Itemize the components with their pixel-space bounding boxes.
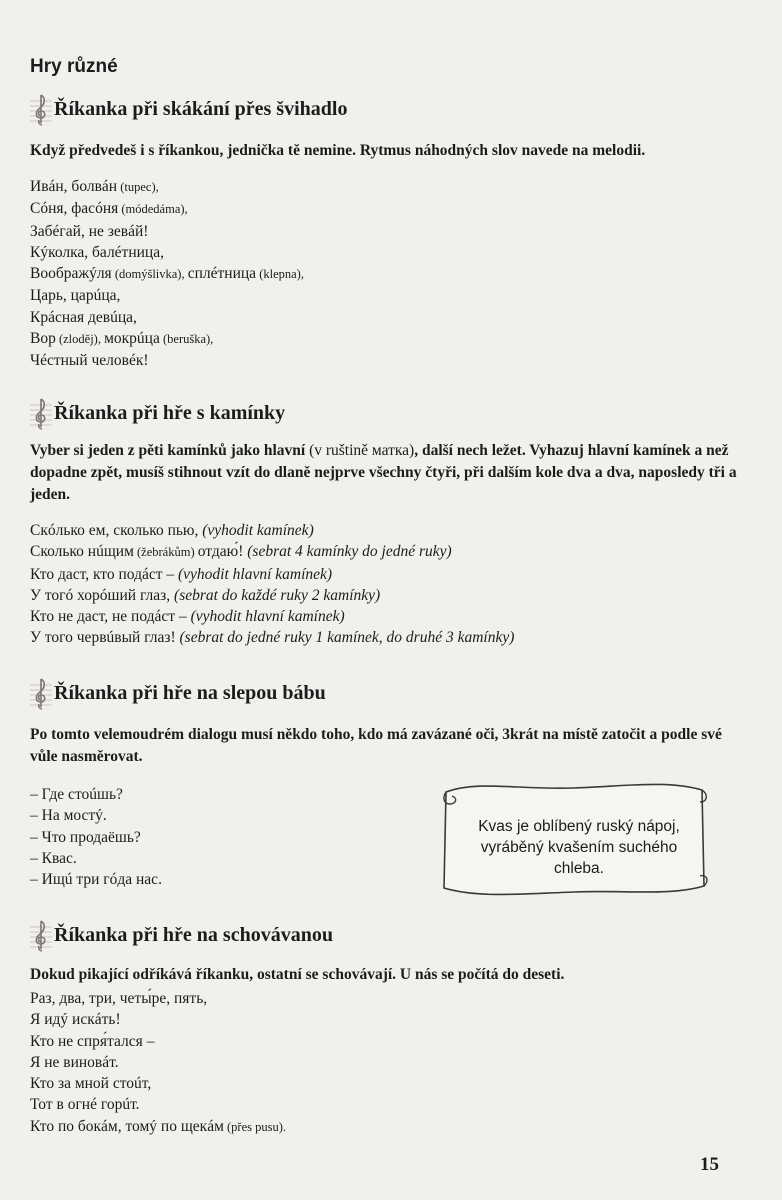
treble-clef-icon: [30, 396, 52, 430]
treble-clef-icon: [30, 918, 52, 952]
heading-text: Říkanka při hře na schovávanou: [54, 923, 333, 946]
verse-line: Сколько нúщим (žebrákům) отдаю́! (sebrat 4 kamínky do jedné ruky): [30, 543, 452, 561]
section-intro: Dokud pikající odříkává říkanku, ostatní se schovávají. U nás se počítá do deseti.: [30, 966, 565, 983]
section-heading: [30, 92, 750, 126]
verse-line: Скóлько ем, сколько пью, (vyhodit kamínek): [30, 522, 314, 539]
verse-line: – На мостý.: [30, 807, 107, 825]
verse-line: – Где стоúшь?: [30, 786, 123, 803]
section-heading: [30, 676, 750, 710]
verse-line: Вор (zloděj), мокрúца (beruška),: [30, 330, 214, 348]
verse-line: Крáсная девúца,: [30, 308, 137, 326]
chapter-title: Hry různé: [30, 56, 118, 77]
rhyme-verse: [30, 988, 750, 1138]
verse-line: Сóня, фасóня (módedáma),: [30, 200, 188, 218]
verse-line: Кто не спря́тался –: [30, 1032, 155, 1050]
verse-line: Кто за мной стоúт,: [30, 1075, 152, 1093]
verse-line: У того червúвый глаз! (sebrat do jedné ruky 1 kamínek, do druhé 3 kamínky): [30, 629, 515, 647]
verse-line: Кто даст, кто подáст – (vyhodit hlavní kamínek): [30, 565, 333, 583]
verse-line: У тогó хорóший глаз, (sebrat do každé ruky 2 kamínky): [30, 586, 381, 604]
section-intro: Po tomto velemoudrém dialogu musí někdo toho, kdo má zavázané oči, 3krát na místě zatočit a podle své vůle nasměrovat.: [30, 726, 722, 765]
section-pebbles-rhyme: [30, 396, 750, 649]
verse-line: Царь, царúца,: [30, 287, 121, 305]
section-heading: [30, 396, 750, 430]
verse-line: Раз, два, три, четы́ре, пять,: [30, 990, 208, 1007]
verse-line: Кто не даст, не подáст – (vyhodit hlavní kamínek): [30, 608, 345, 626]
section-skipping-rhyme: [30, 92, 750, 372]
verse-line: – Ищú три гóда нас.: [30, 871, 162, 889]
verse-line: Ивáн, болвáн (tupec),: [30, 178, 159, 195]
verse-line: Я не виновáт.: [30, 1053, 119, 1071]
heading-text: Říkanka při hře s kamínky: [54, 401, 286, 424]
section-hide-and-seek-rhyme: [30, 918, 750, 1138]
callout-text: Kvas je oblíbený ruský nápoj, vyráběný kvašením suchého chleba.: [478, 818, 680, 877]
verse-line: Чéстный человéк!: [30, 352, 149, 370]
page-number: 15: [700, 1154, 719, 1175]
kvas-callout: [438, 778, 710, 898]
verse-line: Я идý искáть!: [30, 1011, 121, 1029]
verse-line: Воображýля (domýšlivka), сплéтница (klepna),: [30, 265, 304, 283]
heading-text: Říkanka při hře na slepou bábu: [54, 681, 326, 704]
treble-clef-icon: [30, 676, 52, 710]
rhyme-verse: [30, 176, 750, 372]
heading-text: Říkanka při skákání přes švihadlo: [54, 97, 348, 120]
section-intro: Když předvedeš i s říkankou, jednička tě nemine. Rytmus náhodných slov navede na melodii.: [30, 142, 646, 159]
verse-line: Забéгай, не зевáй!: [30, 222, 149, 240]
section-heading: [30, 918, 750, 952]
verse-line: Тот в огнé горúт.: [30, 1096, 140, 1114]
verse-line: Кýколка, балéтница,: [30, 243, 164, 261]
verse-line: – Квас.: [30, 849, 77, 867]
verse-line: – Что продаёшь?: [30, 828, 141, 846]
treble-clef-icon: [30, 92, 52, 126]
section-intro: Vyber si jeden z pěti kamínků jako hlavní (v ruštině матка), další nech ležet. Vyhazuj hlavní kamínek a než dopadne zpět, musíš stihnout vzít do dlaně nejprve všechny čtyři, při dalším kole dva a dva, naposledy tři a jeden.: [30, 442, 737, 503]
verse-line: Кто по бокáм, томý по щекáм (přes pusu).: [30, 1117, 287, 1135]
rhyme-verse: [30, 520, 750, 649]
